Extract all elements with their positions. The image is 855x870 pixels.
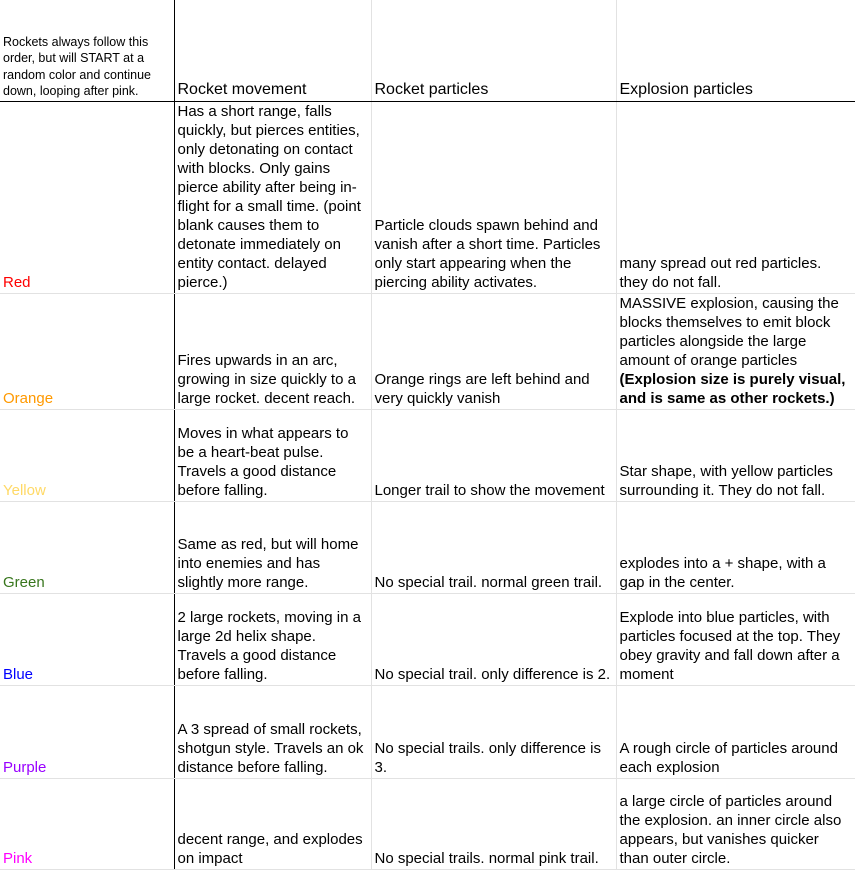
explosion-yellow[interactable]: Star shape, with yellow particles surrounding it. They do not fall. [616, 410, 855, 502]
explosion-pink[interactable]: a large circle of particles around the explosion. an inner circle also appears, but vanishes quicker than outer circle. [616, 779, 855, 870]
row-blue [0, 594, 855, 686]
movement-green[interactable]: Same as red, but will home into enemies and has slightly more range. [174, 502, 371, 594]
header-row [0, 0, 855, 102]
particles-green[interactable]: No special trail. normal green trail. [371, 502, 616, 594]
color-name-green[interactable]: Green [0, 502, 174, 594]
row-pink [0, 779, 855, 870]
color-name-yellow[interactable]: Yellow [0, 410, 174, 502]
movement-orange[interactable]: Fires upwards in an arc, growing in size quickly to a large rocket. decent reach. [174, 294, 371, 410]
color-name-red[interactable]: Red [0, 102, 174, 294]
movement-yellow[interactable]: Moves in what appears to be a heart-beat pulse. Travels a good distance before falling. [174, 410, 371, 502]
explosion-purple[interactable]: A rough circle of particles around each explosion [616, 686, 855, 779]
row-yellow [0, 410, 855, 502]
explosion-orange-note: (Explosion size is purely visual, and is same as other rockets.) [619, 371, 846, 407]
color-name-purple[interactable]: Purple [0, 686, 174, 779]
explosion-orange-text: MASSIVE explosion, causing the blocks themselves to emit block particles alongside the large amount of orange particles [619, 295, 839, 369]
particles-yellow[interactable]: Longer trail to show the movement [371, 410, 616, 502]
explosion-blue[interactable]: Explode into blue particles, with particles focused at the top. They obey gravity and fall down after a moment [616, 594, 855, 686]
particles-pink[interactable]: No special trails. normal pink trail. [371, 779, 616, 870]
row-red [0, 102, 855, 294]
color-name-blue[interactable]: Blue [0, 594, 174, 686]
explosion-orange[interactable] [616, 294, 855, 410]
color-name-orange[interactable]: Orange [0, 294, 174, 410]
explosion-green[interactable]: explodes into a + shape, with a gap in the center. [616, 502, 855, 594]
row-orange [0, 294, 855, 410]
movement-red[interactable]: Has a short range, falls quickly, but pierces entities, only detonating on contact with blocks. Only gains pierce ability after being in-flight for a small time. (point blank causes them to detonate immediately on entity contact. delayed pierce.) [174, 102, 371, 294]
particles-red[interactable]: Particle clouds spawn behind and vanish after a short time. Particles only start appearing when the piercing ability activates. [371, 102, 616, 294]
movement-pink[interactable]: decent range, and explodes on impact [174, 779, 371, 870]
color-name-pink[interactable]: Pink [0, 779, 174, 870]
header-note[interactable]: Rockets always follow this order, but will START at a random color and continue down, looping after pink. [0, 0, 174, 102]
particles-blue[interactable]: No special trail. only difference is 2. [371, 594, 616, 686]
explosion-red[interactable]: many spread out red particles. they do not fall. [616, 102, 855, 294]
particles-purple[interactable]: No special trails. only difference is 3. [371, 686, 616, 779]
header-explosion[interactable]: Explosion particles [616, 0, 855, 102]
row-purple [0, 686, 855, 779]
header-movement[interactable]: Rocket movement [174, 0, 371, 102]
movement-blue[interactable]: 2 large rockets, moving in a large 2d helix shape. Travels a good distance before falling. [174, 594, 371, 686]
movement-purple[interactable]: A 3 spread of small rockets, shotgun style. Travels an ok distance before falling. [174, 686, 371, 779]
row-green [0, 502, 855, 594]
header-particles[interactable]: Rocket particles [371, 0, 616, 102]
particles-orange[interactable]: Orange rings are left behind and very quickly vanish [371, 294, 616, 410]
